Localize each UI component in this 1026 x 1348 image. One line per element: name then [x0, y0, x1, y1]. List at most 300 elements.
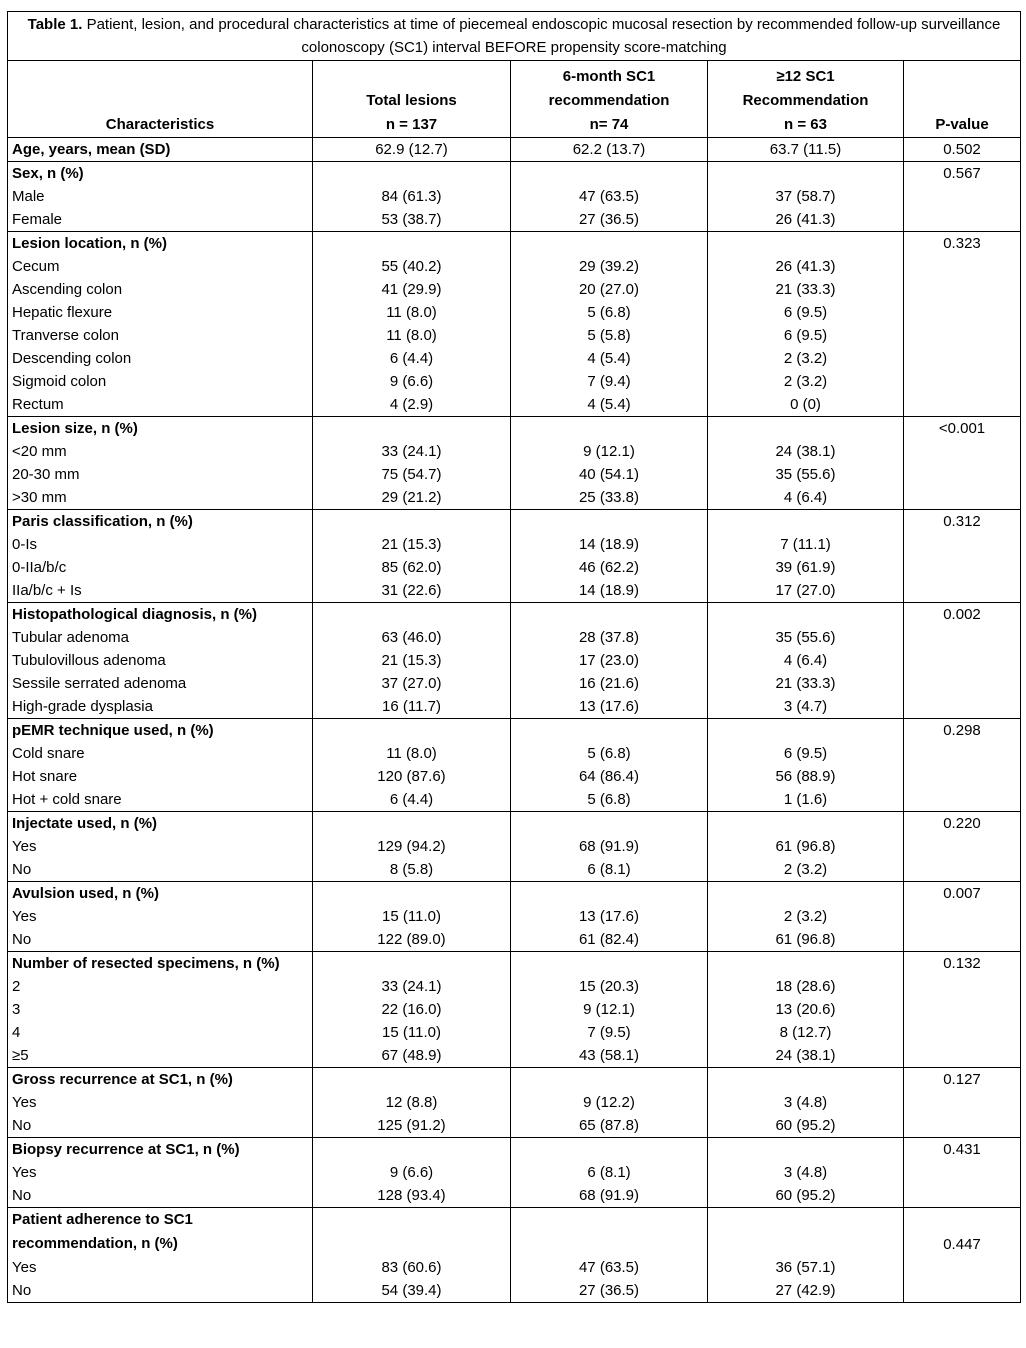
caption-text: Patient, lesion, and procedural characteristics at time of piecemeal endoscopic mucosal resection by recommended follow-up surveillance colonoscopy (SC1) interval BEFORE propensity score-matching [86, 16, 1001, 56]
value-cell: 4 (2.9) [313, 393, 511, 417]
section-label: Number of resected specimens, n (%) [8, 952, 313, 976]
value-cell: 2 (3.2) [708, 370, 904, 393]
p-value-cell [904, 301, 1021, 324]
value-cell: 6 (4.4) [313, 347, 511, 370]
value-cell [511, 812, 708, 836]
section-label: Sex, n (%) [8, 162, 313, 186]
value-cell: 17 (27.0) [708, 579, 904, 603]
p-value-cell [904, 742, 1021, 765]
value-cell: 62.9 (12.7) [313, 138, 511, 162]
row-label: Hot + cold snare [8, 788, 313, 812]
value-cell: 37 (58.7) [708, 185, 904, 208]
row-label: No [8, 1184, 313, 1208]
section-header-row [8, 952, 1021, 976]
value-cell [511, 510, 708, 534]
table-row [8, 393, 1021, 417]
value-cell: 9 (12.1) [511, 440, 708, 463]
value-cell: 11 (8.0) [313, 301, 511, 324]
table-row [8, 1021, 1021, 1044]
row-label: Hepatic flexure [8, 301, 313, 324]
value-cell: 61 (82.4) [511, 928, 708, 952]
column-header-row [8, 61, 1021, 138]
table-row [8, 486, 1021, 510]
value-cell: 13 (17.6) [511, 695, 708, 719]
table-row [8, 905, 1021, 928]
p-value-cell [904, 672, 1021, 695]
value-cell: 75 (54.7) [313, 463, 511, 486]
p-value-cell: 0.002 [904, 603, 1021, 627]
p-value-cell [904, 1279, 1021, 1303]
value-cell: 67 (48.9) [313, 1044, 511, 1068]
value-cell: 5 (5.8) [511, 324, 708, 347]
table-row [8, 1279, 1021, 1303]
value-cell: 6 (9.5) [708, 301, 904, 324]
value-cell: 4 (5.4) [511, 347, 708, 370]
value-cell: 1 (1.6) [708, 788, 904, 812]
p-value-cell [904, 1161, 1021, 1184]
row-label: 20-30 mm [8, 463, 313, 486]
p-value-cell [904, 695, 1021, 719]
row-label: 0-IIa/b/c [8, 556, 313, 579]
row-label: Tubular adenoma [8, 626, 313, 649]
section-label: Gross recurrence at SC1, n (%) [8, 1068, 313, 1092]
value-cell: 14 (18.9) [511, 579, 708, 603]
value-cell: 27 (36.5) [511, 208, 708, 232]
value-cell [511, 882, 708, 906]
value-cell: 20 (27.0) [511, 278, 708, 301]
value-cell: 65 (87.8) [511, 1114, 708, 1138]
section-label: Patient adherence to SC1 recommendation, n (%) [8, 1208, 313, 1257]
value-cell [708, 162, 904, 186]
row-label: Tranverse colon [8, 324, 313, 347]
value-cell: 11 (8.0) [313, 324, 511, 347]
section-label: Age, years, mean (SD) [8, 138, 313, 162]
value-cell: 27 (36.5) [511, 1279, 708, 1303]
section-header-row [8, 417, 1021, 441]
value-cell [708, 1208, 904, 1257]
p-value-cell: 0.567 [904, 162, 1021, 186]
header-12-month [708, 61, 904, 138]
value-cell: 29 (21.2) [313, 486, 511, 510]
p-value-cell [904, 975, 1021, 998]
row-label: 3 [8, 998, 313, 1021]
table-row [8, 858, 1021, 882]
section-label: Injectate used, n (%) [8, 812, 313, 836]
value-cell: 31 (22.6) [313, 579, 511, 603]
value-cell: 68 (91.9) [511, 1184, 708, 1208]
p-value-cell [904, 1114, 1021, 1138]
table-row [8, 1184, 1021, 1208]
section-header-row [8, 882, 1021, 906]
p-value-cell [904, 347, 1021, 370]
value-cell: 27 (42.9) [708, 1279, 904, 1303]
value-cell: 61 (96.8) [708, 928, 904, 952]
value-cell [313, 1208, 511, 1257]
p-value-cell [904, 835, 1021, 858]
value-cell [313, 882, 511, 906]
value-cell: 129 (94.2) [313, 835, 511, 858]
value-cell: 53 (38.7) [313, 208, 511, 232]
row-label: No [8, 928, 313, 952]
p-value-cell: 0.007 [904, 882, 1021, 906]
value-cell: 61 (96.8) [708, 835, 904, 858]
value-cell: 3 (4.8) [708, 1161, 904, 1184]
p-value-cell [904, 649, 1021, 672]
value-cell: 60 (95.2) [708, 1114, 904, 1138]
table-row [8, 1256, 1021, 1279]
p-value-cell [904, 1091, 1021, 1114]
table-row [8, 324, 1021, 347]
p-value-cell [904, 1256, 1021, 1279]
table-row [8, 626, 1021, 649]
value-cell: 37 (27.0) [313, 672, 511, 695]
table-row [8, 742, 1021, 765]
value-cell: 16 (11.7) [313, 695, 511, 719]
value-cell: 6 (9.5) [708, 742, 904, 765]
value-cell: 35 (55.6) [708, 463, 904, 486]
row-label: Female [8, 208, 313, 232]
section-label: pEMR technique used, n (%) [8, 719, 313, 743]
value-cell [313, 719, 511, 743]
p-value-cell [904, 463, 1021, 486]
value-cell: 54 (39.4) [313, 1279, 511, 1303]
row-label: 4 [8, 1021, 313, 1044]
row-label: Ascending colon [8, 278, 313, 301]
section-label: Avulsion used, n (%) [8, 882, 313, 906]
value-cell: 7 (9.4) [511, 370, 708, 393]
value-cell [511, 1138, 708, 1162]
p-value-cell: 0.447 [904, 1208, 1021, 1257]
section-header-row [8, 812, 1021, 836]
table-row [8, 975, 1021, 998]
table-row [8, 579, 1021, 603]
table-row [8, 278, 1021, 301]
table-row [8, 463, 1021, 486]
value-cell: 5 (6.8) [511, 301, 708, 324]
table-row [8, 1091, 1021, 1114]
row-label: Yes [8, 1091, 313, 1114]
p-value-cell: 0.323 [904, 232, 1021, 256]
value-cell: 22 (16.0) [313, 998, 511, 1021]
value-cell: 4 (6.4) [708, 486, 904, 510]
table-row [8, 185, 1021, 208]
table-row [8, 672, 1021, 695]
value-cell [511, 1208, 708, 1257]
header-line: 6-month SC1 [562, 68, 656, 85]
p-value-cell: <0.001 [904, 417, 1021, 441]
row-label: High-grade dysplasia [8, 695, 313, 719]
p-value-cell [904, 1044, 1021, 1068]
value-cell [708, 719, 904, 743]
table-row [8, 998, 1021, 1021]
value-cell [313, 812, 511, 836]
value-cell: 18 (28.6) [708, 975, 904, 998]
value-cell: 15 (20.3) [511, 975, 708, 998]
value-cell: 11 (8.0) [313, 742, 511, 765]
row-label: Tubulovillous adenoma [8, 649, 313, 672]
table-row [8, 835, 1021, 858]
p-value-cell: 0.502 [904, 138, 1021, 162]
value-cell [708, 1138, 904, 1162]
row-label: Cecum [8, 255, 313, 278]
value-cell: 14 (18.9) [511, 533, 708, 556]
p-value-cell: 0.132 [904, 952, 1021, 976]
value-cell: 5 (6.8) [511, 742, 708, 765]
row-label: Sessile serrated adenoma [8, 672, 313, 695]
value-cell [313, 162, 511, 186]
row-label: 0-Is [8, 533, 313, 556]
value-cell: 25 (33.8) [511, 486, 708, 510]
header-line: Characteristics [105, 116, 215, 133]
value-cell: 6 (8.1) [511, 858, 708, 882]
section-header-row [8, 1068, 1021, 1092]
section-header-row [8, 162, 1021, 186]
value-cell [511, 417, 708, 441]
value-cell [511, 952, 708, 976]
row-label: Descending colon [8, 347, 313, 370]
p-value-cell [904, 1021, 1021, 1044]
row-label: Yes [8, 905, 313, 928]
value-cell: 4 (5.4) [511, 393, 708, 417]
value-cell: 47 (63.5) [511, 185, 708, 208]
header-line: n= 74 [589, 116, 629, 133]
value-cell: 7 (9.5) [511, 1021, 708, 1044]
value-cell [511, 603, 708, 627]
p-value-cell [904, 533, 1021, 556]
value-cell: 33 (24.1) [313, 440, 511, 463]
header-line: Total lesions [366, 92, 457, 109]
value-cell: 13 (17.6) [511, 905, 708, 928]
value-cell [708, 603, 904, 627]
p-value-cell: 0.298 [904, 719, 1021, 743]
table-row [8, 1044, 1021, 1068]
p-value-cell: 0.220 [904, 812, 1021, 836]
p-value-cell [904, 765, 1021, 788]
header-line: n = 63 [784, 116, 827, 133]
value-cell: 16 (21.6) [511, 672, 708, 695]
row-label: 2 [8, 975, 313, 998]
value-cell: 21 (33.3) [708, 672, 904, 695]
header-total-lesions [313, 61, 511, 138]
value-cell [708, 232, 904, 256]
row-label: ≥5 [8, 1044, 313, 1068]
value-cell: 120 (87.6) [313, 765, 511, 788]
value-cell: 5 (6.8) [511, 788, 708, 812]
value-cell: 21 (15.3) [313, 649, 511, 672]
section-header-row [8, 1208, 1021, 1257]
header-characteristics [8, 61, 313, 138]
value-cell: 63.7 (11.5) [708, 138, 904, 162]
row-label: Rectum [8, 393, 313, 417]
value-cell [708, 1068, 904, 1092]
table-row [8, 765, 1021, 788]
value-cell: 62.2 (13.7) [511, 138, 708, 162]
characteristics-table [7, 11, 1021, 1303]
p-value-cell [904, 486, 1021, 510]
value-cell: 8 (12.7) [708, 1021, 904, 1044]
value-cell [511, 162, 708, 186]
table-row [8, 301, 1021, 324]
value-cell: 6 (8.1) [511, 1161, 708, 1184]
p-value-cell [904, 185, 1021, 208]
value-cell: 2 (3.2) [708, 347, 904, 370]
table-body [8, 12, 1021, 1303]
section-header-row [8, 510, 1021, 534]
header-line: ≥12 SC1 [776, 68, 835, 85]
value-cell: 4 (6.4) [708, 649, 904, 672]
section-label: Histopathological diagnosis, n (%) [8, 603, 313, 627]
row-label: <20 mm [8, 440, 313, 463]
value-cell: 36 (57.1) [708, 1256, 904, 1279]
value-cell: 35 (55.6) [708, 626, 904, 649]
table-caption [8, 12, 1021, 61]
value-cell: 21 (15.3) [313, 533, 511, 556]
table-row [8, 928, 1021, 952]
p-value-cell [904, 1184, 1021, 1208]
row-label: Sigmoid colon [8, 370, 313, 393]
header-line: P-value [935, 116, 989, 133]
section-label: Lesion location, n (%) [8, 232, 313, 256]
p-value-cell [904, 928, 1021, 952]
value-cell [313, 232, 511, 256]
row-label: Male [8, 185, 313, 208]
p-value-cell [904, 858, 1021, 882]
value-cell: 40 (54.1) [511, 463, 708, 486]
p-value-cell [904, 440, 1021, 463]
value-cell: 24 (38.1) [708, 440, 904, 463]
caption-label: Table 1. [27, 16, 83, 33]
p-value-cell: 0.312 [904, 510, 1021, 534]
value-cell: 83 (60.6) [313, 1256, 511, 1279]
p-value-cell [904, 255, 1021, 278]
value-cell [708, 510, 904, 534]
value-cell [708, 952, 904, 976]
table-row [8, 649, 1021, 672]
value-cell [313, 603, 511, 627]
row-label: Hot snare [8, 765, 313, 788]
value-cell: 2 (3.2) [708, 858, 904, 882]
value-cell: 13 (20.6) [708, 998, 904, 1021]
value-cell: 12 (8.8) [313, 1091, 511, 1114]
row-label: Yes [8, 835, 313, 858]
value-cell: 6 (4.4) [313, 788, 511, 812]
value-cell: 28 (37.8) [511, 626, 708, 649]
value-cell: 55 (40.2) [313, 255, 511, 278]
table-row [8, 533, 1021, 556]
header-p-value [904, 61, 1021, 138]
table-row [8, 788, 1021, 812]
value-cell [313, 952, 511, 976]
value-cell: 3 (4.7) [708, 695, 904, 719]
row-label: IIa/b/c + Is [8, 579, 313, 603]
p-value-cell [904, 579, 1021, 603]
p-value-cell [904, 208, 1021, 232]
value-cell: 122 (89.0) [313, 928, 511, 952]
value-cell: 41 (29.9) [313, 278, 511, 301]
value-cell: 68 (91.9) [511, 835, 708, 858]
value-cell: 0 (0) [708, 393, 904, 417]
p-value-cell [904, 626, 1021, 649]
value-cell: 26 (41.3) [708, 255, 904, 278]
header-6-month [511, 61, 708, 138]
table-row [8, 1161, 1021, 1184]
section-header-row [8, 603, 1021, 627]
value-cell: 56 (88.9) [708, 765, 904, 788]
value-cell [313, 510, 511, 534]
value-cell: 60 (95.2) [708, 1184, 904, 1208]
value-cell: 8 (5.8) [313, 858, 511, 882]
value-cell: 9 (6.6) [313, 1161, 511, 1184]
row-label: No [8, 1279, 313, 1303]
value-cell: 2 (3.2) [708, 905, 904, 928]
section-header-row [8, 138, 1021, 162]
value-cell: 64 (86.4) [511, 765, 708, 788]
table-row [8, 1114, 1021, 1138]
section-header-row [8, 1138, 1021, 1162]
value-cell: 21 (33.3) [708, 278, 904, 301]
value-cell: 128 (93.4) [313, 1184, 511, 1208]
header-line: recommendation [548, 92, 670, 109]
table-row [8, 208, 1021, 232]
p-value-cell [904, 788, 1021, 812]
value-cell: 3 (4.8) [708, 1091, 904, 1114]
value-cell: 9 (12.2) [511, 1091, 708, 1114]
value-cell [511, 232, 708, 256]
value-cell [708, 882, 904, 906]
section-header-row [8, 719, 1021, 743]
value-cell [511, 719, 708, 743]
p-value-cell [904, 370, 1021, 393]
p-value-cell: 0.431 [904, 1138, 1021, 1162]
value-cell: 85 (62.0) [313, 556, 511, 579]
value-cell: 33 (24.1) [313, 975, 511, 998]
p-value-cell [904, 393, 1021, 417]
value-cell: 24 (38.1) [708, 1044, 904, 1068]
p-value-cell [904, 998, 1021, 1021]
row-label: No [8, 858, 313, 882]
section-header-row [8, 232, 1021, 256]
value-cell: 63 (46.0) [313, 626, 511, 649]
header-line: n = 137 [385, 116, 438, 133]
value-cell: 9 (12.1) [511, 998, 708, 1021]
table-container [7, 11, 1020, 1303]
value-cell: 6 (9.5) [708, 324, 904, 347]
value-cell: 47 (63.5) [511, 1256, 708, 1279]
row-label: Yes [8, 1161, 313, 1184]
value-cell: 26 (41.3) [708, 208, 904, 232]
section-label: Paris classification, n (%) [8, 510, 313, 534]
value-cell [313, 1138, 511, 1162]
value-cell [708, 417, 904, 441]
row-label: No [8, 1114, 313, 1138]
value-cell: 9 (6.6) [313, 370, 511, 393]
table-caption-row [8, 12, 1021, 61]
section-label: Lesion size, n (%) [8, 417, 313, 441]
p-value-cell: 0.127 [904, 1068, 1021, 1092]
table-row [8, 440, 1021, 463]
value-cell: 39 (61.9) [708, 556, 904, 579]
p-value-cell [904, 905, 1021, 928]
header-line: Recommendation [742, 92, 869, 109]
row-label: Yes [8, 1256, 313, 1279]
value-cell: 7 (11.1) [708, 533, 904, 556]
p-value-cell [904, 278, 1021, 301]
table-row [8, 255, 1021, 278]
value-cell: 29 (39.2) [511, 255, 708, 278]
table-row [8, 556, 1021, 579]
p-value-cell [904, 324, 1021, 347]
table-row [8, 695, 1021, 719]
